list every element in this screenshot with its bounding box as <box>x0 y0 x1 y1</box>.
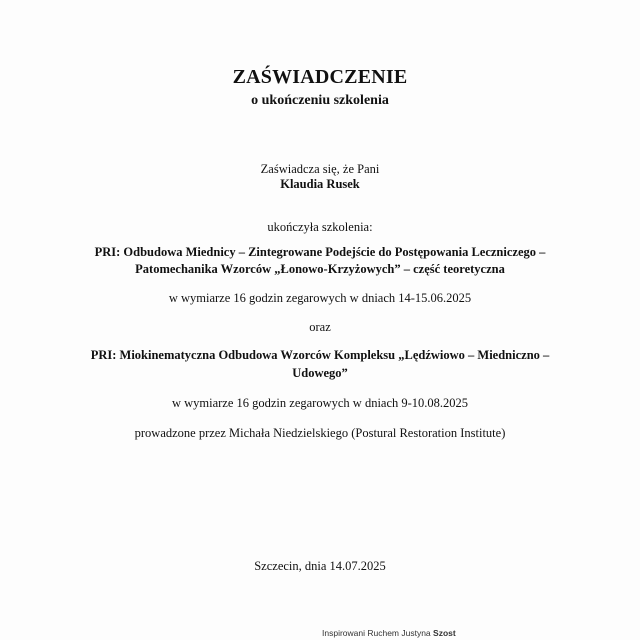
course-2-title-line-2: Udowego” <box>292 366 348 380</box>
course-1-title-line-1: PRI: Odbudowa Miednicy – Zintegrowane Podejście do Postępowania Leczniczego – <box>94 245 546 259</box>
intro-text: Zaświadcza się, że Pani <box>260 162 380 176</box>
conjunction-text: oraz <box>309 320 331 334</box>
place-date: Szczecin, dnia 14.07.2025 <box>254 559 386 573</box>
recipient-name: Klaudia Rusek <box>280 177 360 191</box>
conducted-by-text: prowadzone przez Michała Niedzielskiego (Postural Restoration Institute) <box>134 426 506 440</box>
course-2-hours: w wymiarze 16 godzin zegarowych w dniach 9-10.08.2025 <box>171 396 469 410</box>
certificate-title: ZAŚWIADCZENIE <box>232 66 408 88</box>
course-1-title-line-2: Patomechanika Wzorców „Łonowo-Krzyżowych” – część teoretyczna <box>135 262 505 276</box>
certificate-subtitle: o ukończeniu szkolenia <box>251 93 389 108</box>
course-2-title-line-1: PRI: Miokinematyczna Odbudowa Wzorców Kompleksu „Lędźwiowo – Miedniczno – <box>90 348 550 362</box>
completed-text: ukończyła szkolenia: <box>267 220 373 234</box>
course-1-hours: w wymiarze 16 godzin zegarowych w dniach 14-15.06.2025 <box>168 291 472 305</box>
footer-text: Inspirowani Ruchem Justyna <box>322 628 434 638</box>
footer-brand: Szost <box>433 628 456 638</box>
footer-stamp <box>322 628 456 638</box>
